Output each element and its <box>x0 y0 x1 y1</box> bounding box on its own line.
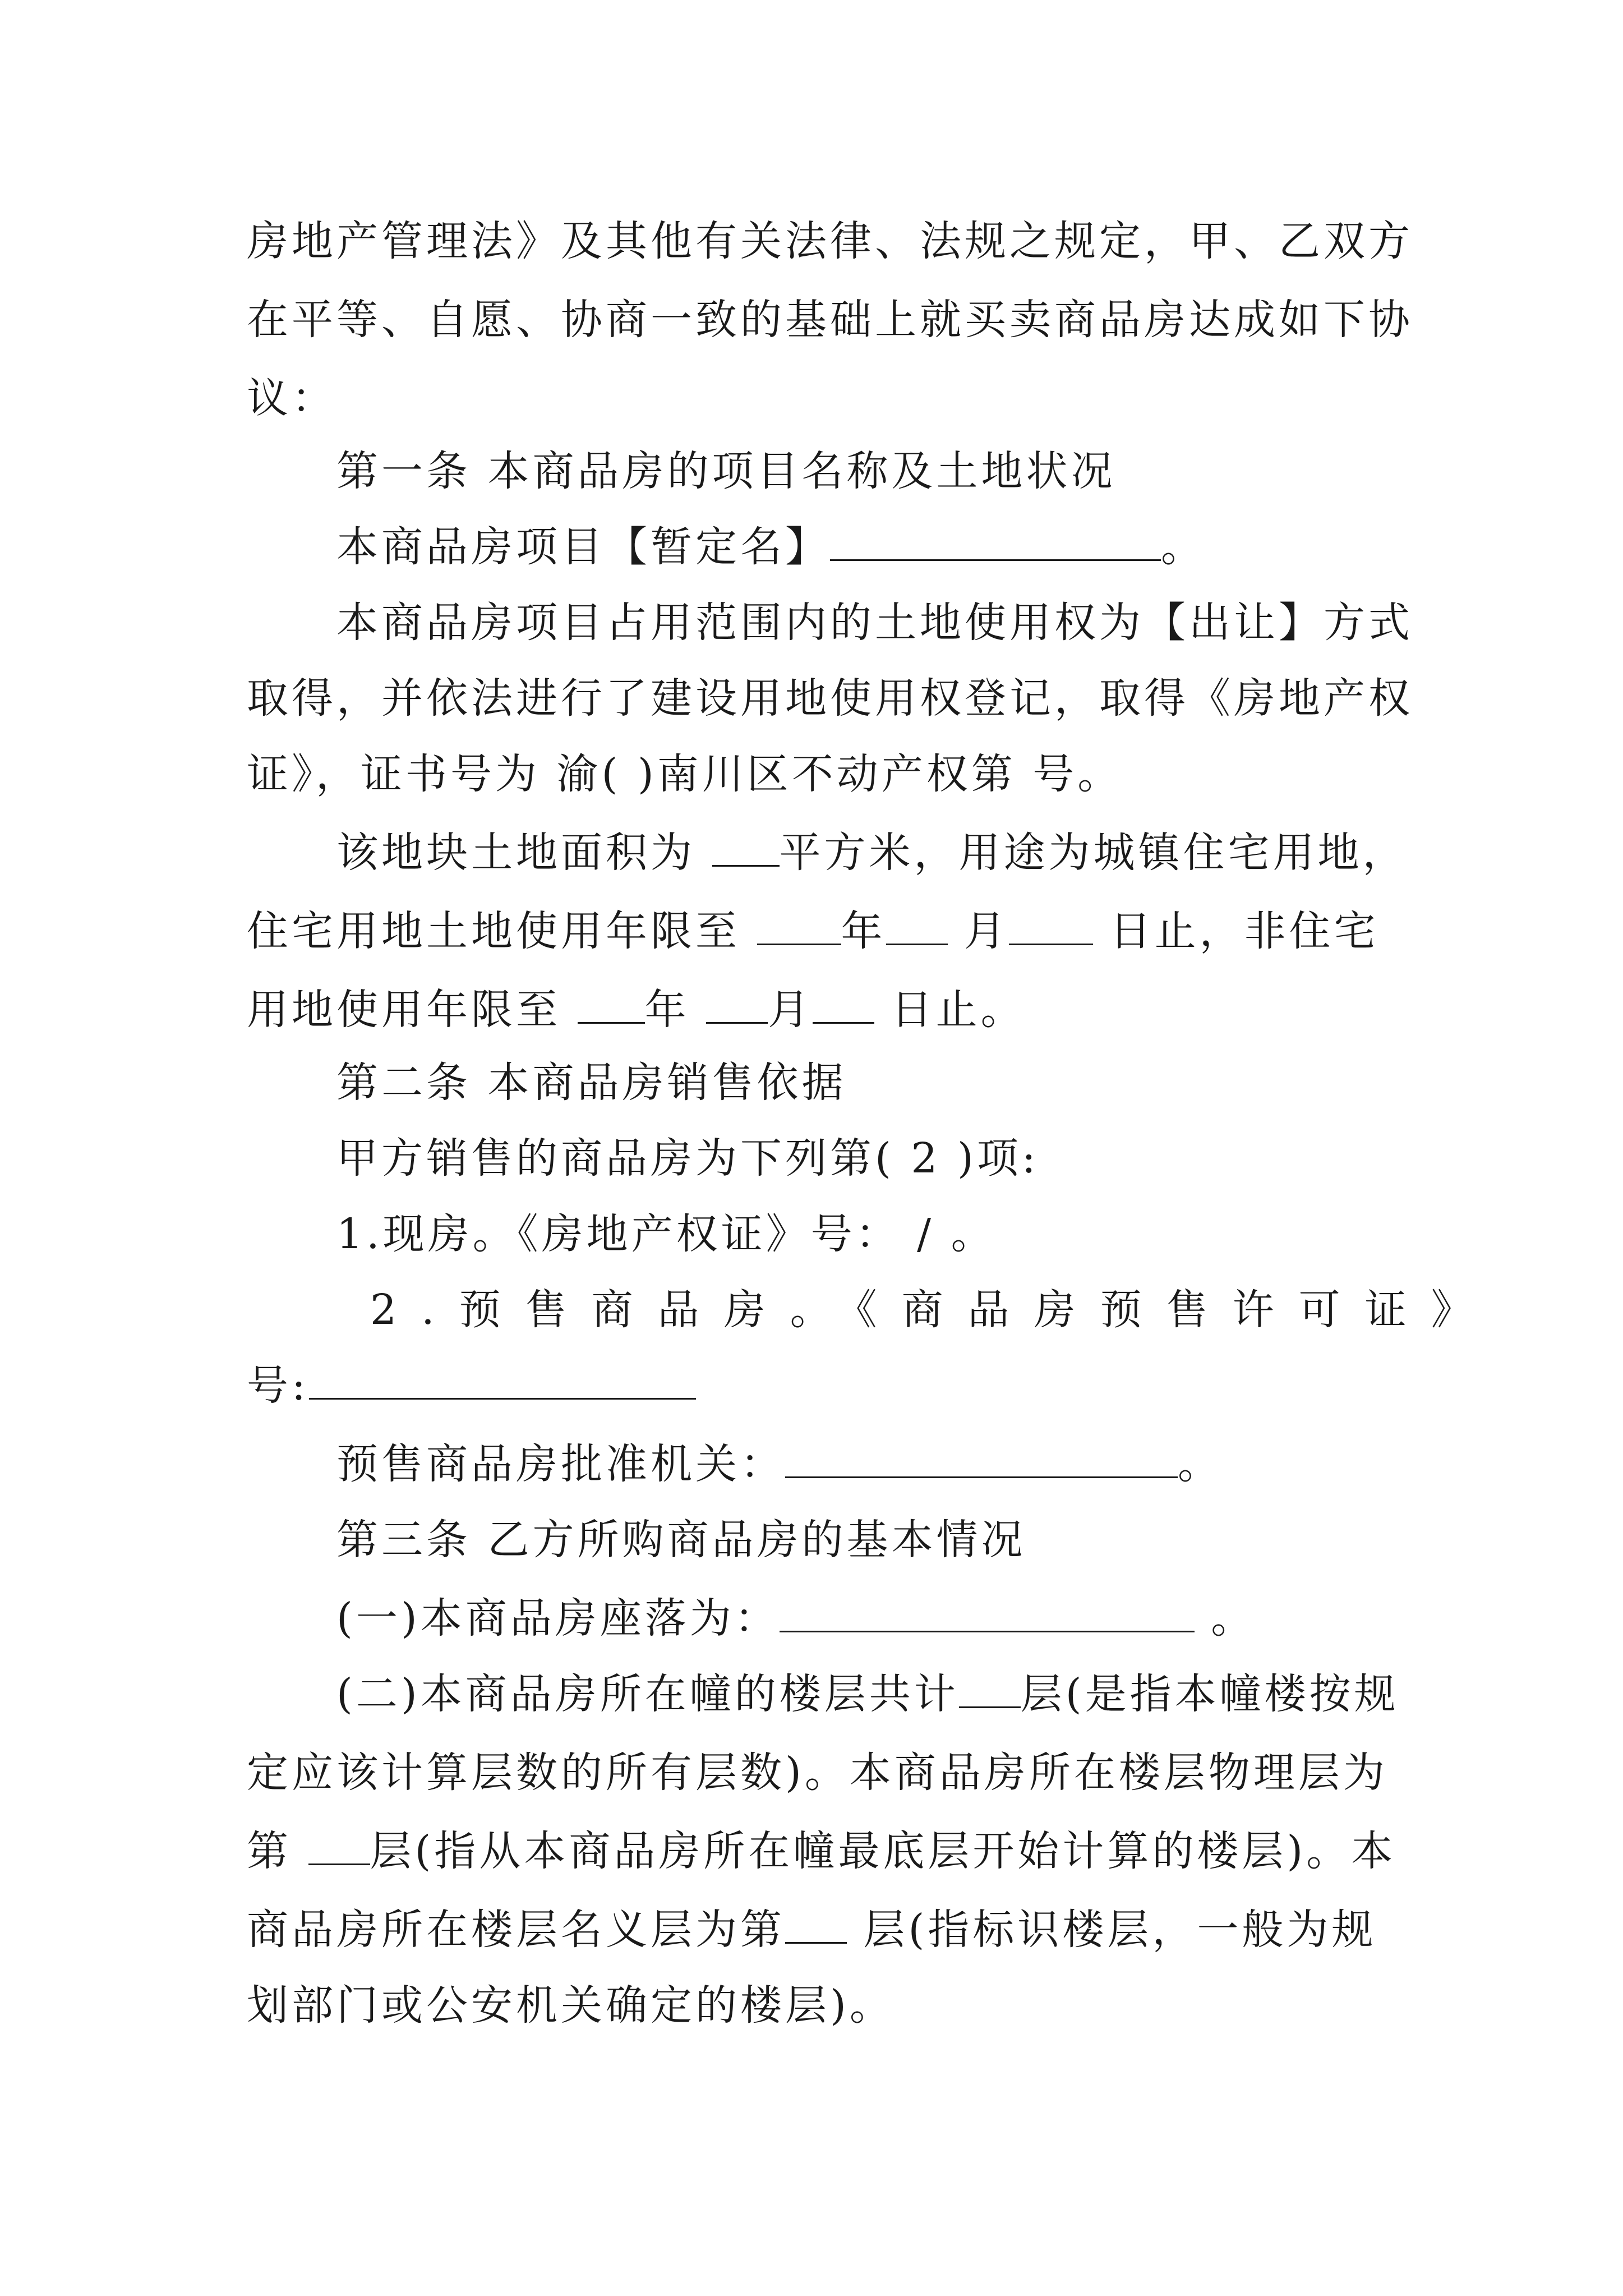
physical-floor-label: 第 <box>247 1827 308 1875</box>
location-label: (一)本商品房座落为： <box>336 1594 780 1642</box>
residential-term-line <box>247 903 1385 959</box>
total-floors-suffix: 层(是指本幢楼按规 <box>1020 1670 1399 1718</box>
project-name-label: 本商品房项目【暂定名】 <box>336 523 830 571</box>
month-label: 月 <box>768 986 813 1034</box>
location-suffix: 。 <box>1194 1594 1256 1642</box>
project-name-line <box>336 519 1385 575</box>
approval-authority-blank <box>785 1437 1178 1478</box>
presale-permit-label: 号: <box>247 1361 309 1410</box>
total-floors-blank <box>959 1667 1021 1708</box>
residential-term-label: 住宅用地土地使用年限至 <box>247 907 757 955</box>
article-3-heading: 第三条 乙方所购商品房的基本情况 <box>336 1516 1026 1564</box>
day-blank <box>813 983 874 1024</box>
nominal-floor-label: 商品房所在楼层名义层为第 <box>247 1906 785 1954</box>
total-floors-label: (二)本商品房所在幢的楼层共计 <box>336 1670 959 1718</box>
floors-line <box>336 1666 1399 1722</box>
text-line: 划部门或公安机关确定的楼层)。 <box>247 1981 895 2030</box>
item-selection-line: 甲方销售的商品房为下列第( 2 )项: <box>336 1134 1039 1182</box>
location-blank <box>780 1591 1195 1632</box>
location-line <box>336 1590 1385 1646</box>
nominal-floor-suffix: 层(指标识楼层，一般为规 <box>847 1906 1377 1954</box>
day-label: 日止。 <box>874 986 1026 1034</box>
presale-permit-line <box>247 1358 1385 1414</box>
non-residential-term-line <box>247 982 1385 1038</box>
physical-floor-line <box>247 1823 1396 1879</box>
presale-permit-blank <box>309 1359 696 1400</box>
year-blank <box>757 904 841 945</box>
month-blank <box>706 983 768 1024</box>
non-residential-term-label: 用地使用年限至 <box>247 986 578 1034</box>
day-blank <box>1009 904 1093 945</box>
year-label: 年 <box>644 986 707 1034</box>
project-name-suffix: 。 <box>1161 523 1206 571</box>
article-1-heading: 第一条 本商品房的项目名称及土地状况 <box>336 447 1116 495</box>
text-line: 在平等、自愿、协商一致的基础上就买卖商品房达成如下协 <box>247 296 1413 344</box>
text-line: 本商品房项目占用范围内的土地使用权为【出让】方式 <box>336 599 1413 647</box>
physical-floor-suffix: 层(指从本商品房所在幢最底层开始计算的楼层)。本 <box>370 1827 1396 1875</box>
approval-authority-suffix: 。 <box>1178 1440 1223 1488</box>
article-2-heading: 第二条 本商品房销售依据 <box>336 1059 847 1107</box>
physical-floor-blank <box>308 1824 370 1865</box>
month-blank <box>886 904 948 945</box>
nominal-floor-blank <box>785 1903 847 1944</box>
text-line: 定应该计算层数的所有层数)。本商品房所在楼层物理层为 <box>247 1749 1388 1797</box>
text-line: 房地产管理法》及其他有关法律、法规之规定，甲、乙双方 <box>247 217 1413 265</box>
certificate-line: 证》，证书号为 渝( )南川区不动产权第 号。 <box>247 750 1123 798</box>
item-2-line: 2.预售商品房。《商品房预售许可证》 <box>370 1286 1497 1334</box>
land-area-blank <box>712 826 780 867</box>
text-line: 取得，并依法进行了建设用地使用权登记，取得《房地产权 <box>247 674 1413 723</box>
year-blank <box>578 983 645 1024</box>
year-label: 年 <box>841 907 886 955</box>
land-area-label: 该地块土地面积为 <box>336 829 712 877</box>
project-name-blank <box>830 520 1161 561</box>
approval-authority-line <box>336 1436 1385 1492</box>
text-line: 议： <box>247 374 336 422</box>
nominal-floor-line <box>247 1902 1385 1958</box>
land-area-suffix: 平方米，用途为城镇住宅用地， <box>779 829 1408 877</box>
approval-authority-label: 预售商品房批准机关： <box>336 1440 785 1488</box>
month-label: 月 <box>947 907 1009 955</box>
land-area-line <box>336 825 1408 881</box>
item-1-line: 1.现房。《房地产权证》号： / 。 <box>336 1210 996 1258</box>
day-label: 日止，非住宅 <box>1093 907 1379 955</box>
